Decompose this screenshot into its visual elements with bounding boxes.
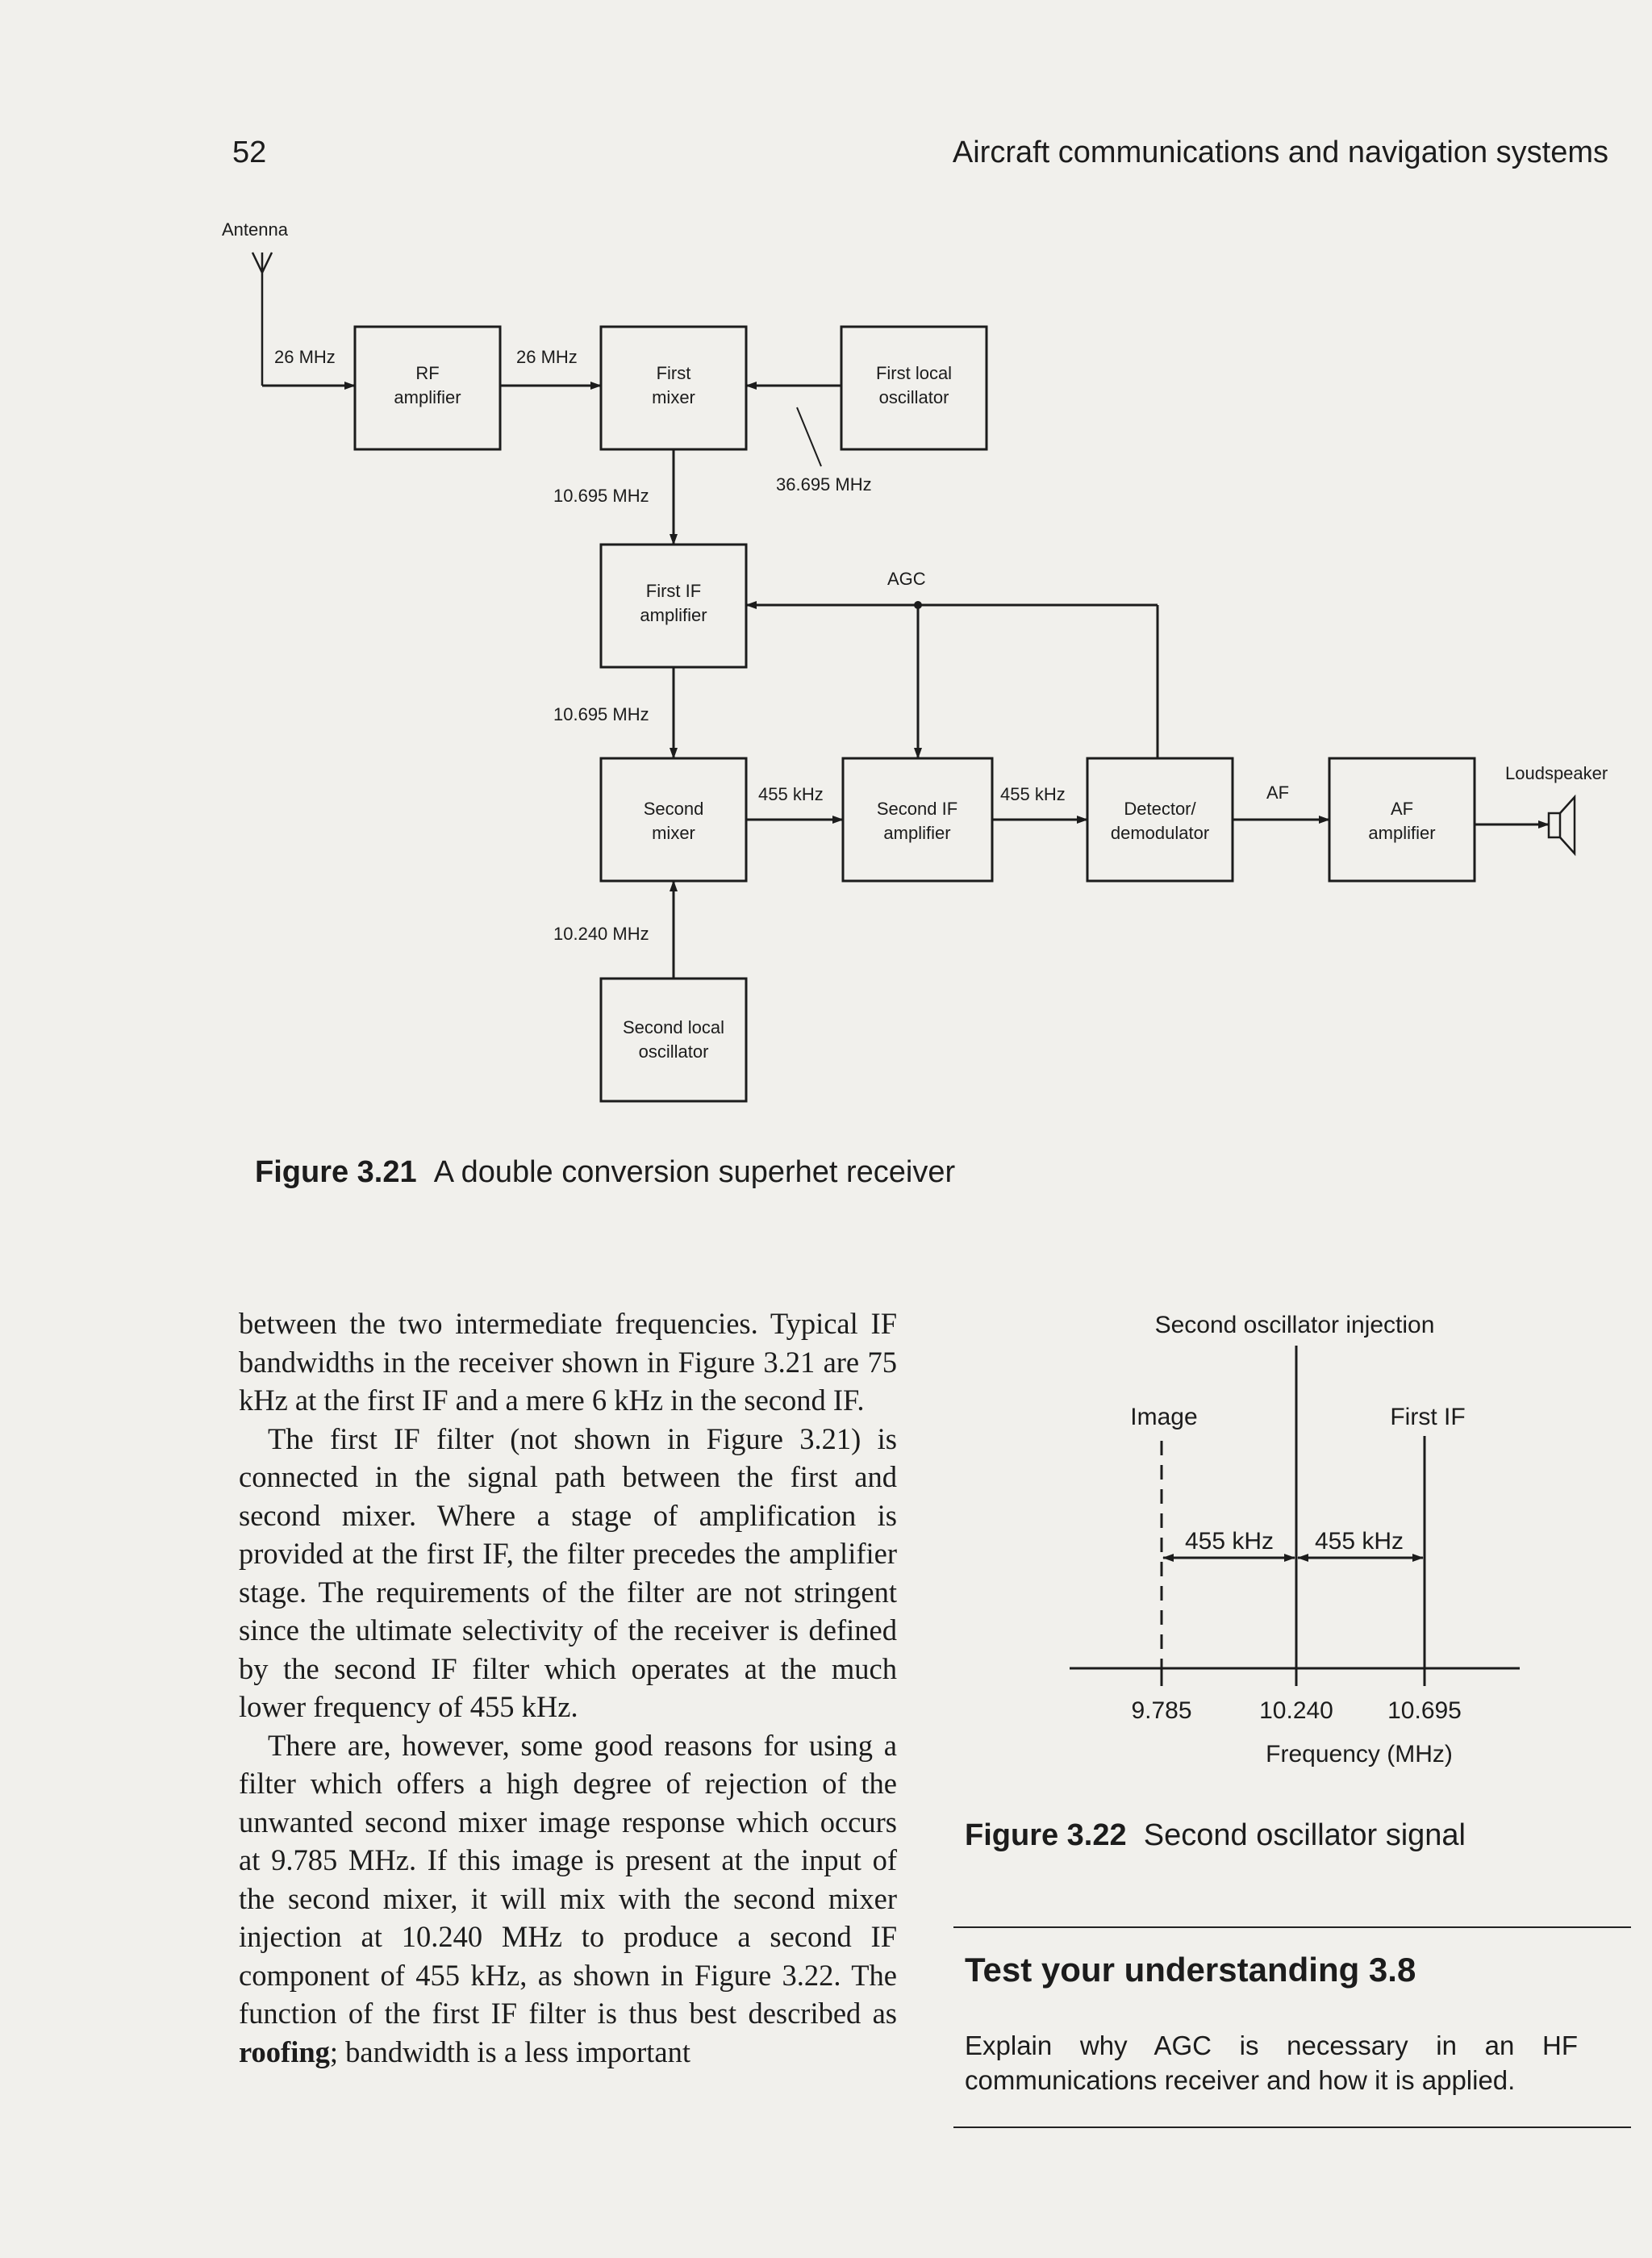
freq-455-a: 455 kHz xyxy=(758,784,824,804)
svg-text:oscillator: oscillator xyxy=(878,387,949,407)
figure-3-21-label: Figure 3.21 xyxy=(255,1155,417,1189)
freq-455-b: 455 kHz xyxy=(1000,784,1066,804)
test-top-rule xyxy=(953,1926,1631,1928)
svg-text:mixer: mixer xyxy=(652,387,695,407)
figure-3-21-caption xyxy=(255,1155,955,1190)
injection-label: Second oscillator injection xyxy=(1154,1312,1435,1338)
svg-text:amplifier: amplifier xyxy=(883,823,951,843)
freq-26-in: 26 MHz xyxy=(274,347,336,367)
paragraph-2: The first IF filter (not shown in Figure 3.21) is connected in the signal path between the first and second mixer. Where a stage of amplification is provided at the first IF, the filter precedes the amplifier stage. The requirements of the filter are not stringent since the ultimate selectivity of the receiver is defined by the second IF filter which operates at the much lower frequency of 455 kHz. xyxy=(239,1421,897,1723)
agc-label: AGC xyxy=(887,569,926,589)
paragraph-3: There are, however, some good reasons for using a filter which offers a high degree of rejection of the unwanted second mixer image response which occurs at 9.785 MHz. If this image is present at the input of the second mixer, it will mix with the second mixer injection at 10.240 MHz to produce a second IF component of 455 kHz, as shown in Figure 3.22. The function of the first IF filter is thus best described as roofing; bandwidth is a less important xyxy=(239,1728,897,2068)
axis-label: Frequency (MHz) xyxy=(1266,1741,1453,1768)
first-if-label: First IF xyxy=(1390,1404,1466,1430)
second-mixer-label: Second xyxy=(643,799,704,819)
second-local-oscillator-box xyxy=(601,979,746,1101)
roofing-term: roofing xyxy=(239,2035,330,2068)
figure-3-22-caption xyxy=(965,1818,1466,1853)
antenna-label: Antenna xyxy=(222,219,288,240)
paragraph-1: between the two intermediate frequencies. Typical IF bandwidths in the receiver shown in Figure 3.21 are 75 kHz at the first IF and a mere 6 kHz in the second IF. xyxy=(239,1307,897,1417)
freq-36695: 36.695 MHz xyxy=(776,474,872,495)
loudspeaker-label: Loudspeaker xyxy=(1505,763,1608,783)
freq-10695-a: 10.695 MHz xyxy=(553,486,649,506)
first-if-amplifier-label: First IF xyxy=(645,581,702,601)
detector-box xyxy=(1087,758,1233,881)
running-title: Aircraft communications and navigation systems xyxy=(952,136,1608,169)
freq-10240: 10.240 MHz xyxy=(553,924,649,944)
test-question: Explain why AGC is necessary in an HF communications receiver and how it is applied. xyxy=(965,2031,1578,2095)
freq-10695-b: 10.695 MHz xyxy=(553,704,649,724)
tick-label-9785: 9.785 xyxy=(1131,1697,1192,1724)
image-label: Image xyxy=(1130,1404,1198,1430)
tick-label-10695: 10.695 xyxy=(1387,1697,1462,1724)
second-local-oscillator-label: Second local xyxy=(623,1017,724,1037)
test-heading: Test your understanding 3.8 xyxy=(965,1951,1416,1989)
second-mixer-box xyxy=(601,758,746,881)
detector-label: Detector/ xyxy=(1124,799,1196,819)
first-mixer-label: First xyxy=(656,363,691,383)
test-bottom-rule xyxy=(953,2127,1631,2128)
figure-3-22-diagram xyxy=(952,1291,1533,1791)
figure-3-22-label: Figure 3.22 xyxy=(965,1818,1127,1852)
figure-3-21-title: A double conversion superhet receiver xyxy=(433,1155,956,1189)
first-local-oscillator-label: First local xyxy=(875,363,953,383)
page-number: 52 xyxy=(232,136,267,169)
svg-text:demodulator: demodulator xyxy=(1110,823,1210,843)
svg-text:amplifier: amplifier xyxy=(394,387,461,407)
af-label: AF xyxy=(1266,783,1290,803)
second-if-amplifier-box xyxy=(843,758,992,881)
svg-text:amplifier: amplifier xyxy=(640,605,707,625)
svg-text:mixer: mixer xyxy=(652,823,695,843)
rf-amplifier-label: RF xyxy=(415,363,440,383)
af-amplifier-box xyxy=(1329,758,1475,881)
span-right-label: 455 kHz xyxy=(1314,1528,1404,1555)
span-left-label: 455 kHz xyxy=(1184,1528,1274,1555)
svg-text:oscillator: oscillator xyxy=(638,1041,709,1062)
af-amplifier-label: AF xyxy=(1390,799,1414,819)
freq-26-out: 26 MHz xyxy=(516,347,578,367)
second-if-amplifier-label: Second IF xyxy=(876,799,958,819)
body-text xyxy=(239,1304,897,2071)
svg-text:amplifier: amplifier xyxy=(1368,823,1436,843)
tick-label-10240: 10.240 xyxy=(1259,1697,1333,1724)
figure-3-22-title: Second oscillator signal xyxy=(1143,1818,1466,1852)
